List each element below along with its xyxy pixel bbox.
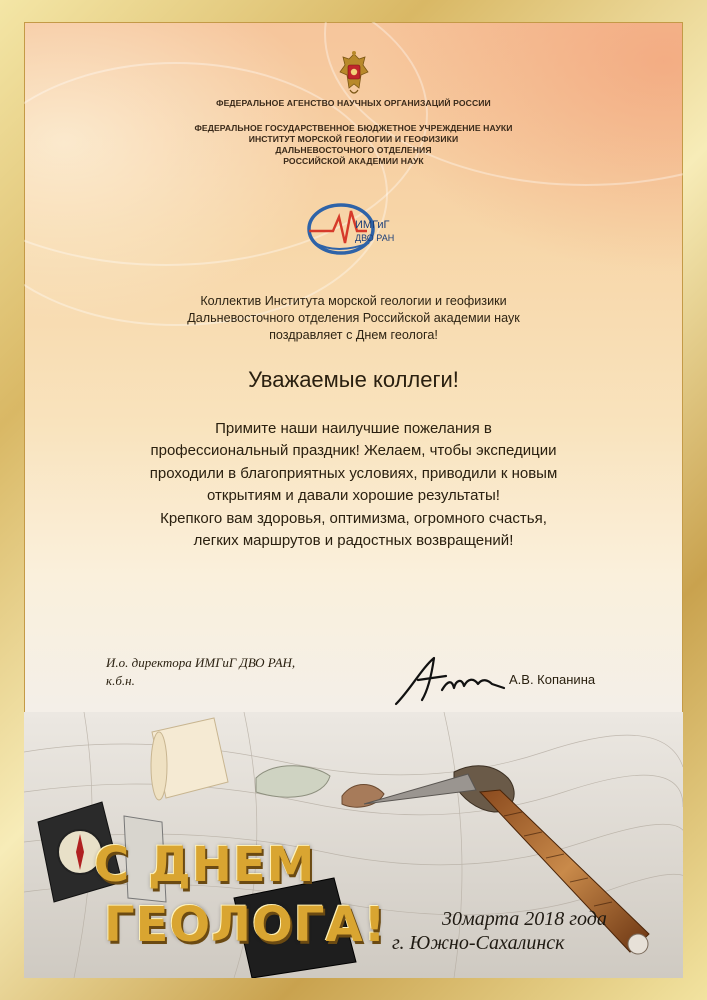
russian-emblem-icon [337,50,371,102]
signatory-name: А.В. Копанина [509,672,596,687]
greeting-body-line: открытиям и давали хорошие результаты! [207,487,500,504]
greeting-body-line: Примите наши наилучшие пожелания в [215,420,492,437]
signatory-position: И.о. директора ИМГиГ ДВО РАН, [106,655,296,670]
logo-text-abbr: ИМГиГ [355,219,390,231]
greeting-body-line: профессиональный праздник! Желаем, чтобы экспедиции [150,442,557,459]
logo-text-branch: ДВО РАН [355,233,395,243]
institution-heading-line: ИНСТИТУТ МОРСКОЙ ГЕОЛОГИИ И ГЕОФИЗИКИ [248,134,459,144]
place-line: г. Южно-Сахалинск [392,932,565,954]
intro-line: Коллектив Института морской геологии и геофизики [200,294,507,308]
greeting-body-line: проходили в благоприятных условиях, приводили к новым [149,465,558,482]
banner-line: ГЕОЛОГА! [104,897,387,953]
greeting-body-line: легких маршрутов и радостных возвращений! [193,532,514,549]
handwritten-signature [392,650,517,710]
banner-line: С ДНЕМ [94,837,316,893]
date-line: 30марта 2018 года [442,908,607,930]
intro-line: поздравляет с Днем геолога! [269,328,438,342]
institution-heading-line: ДАЛЬНЕВОСТОЧНОГО ОТДЕЛЕНИЯ [275,145,432,155]
institution-heading-line: РОССИЙСКОЙ АКАДЕМИИ НАУК [283,156,424,166]
institution-heading-line: ФЕДЕРАЛЬНОЕ ГОСУДАРСТВЕННОЕ БЮДЖЕТНОЕ УЧРЕЖДЕНИЕ НАУКИ [194,123,513,133]
signatory-degree: к.б.н. [106,673,135,688]
greeting-card [24,22,683,978]
intro-line: Дальневосточного отделения Российской академии наук [187,311,520,325]
institute-logo [307,197,407,259]
greeting-body-line: Крепкого вам здоровья, оптимизма, огромного счастья, [160,510,547,527]
agency-heading: ФЕДЕРАЛЬНОЕ АГЕНСТВО НАУЧНЫХ ОРГАНИЗАЦИЙ РОССИИ [216,98,491,108]
greeting-title: Уважаемые коллеги! [248,367,459,392]
